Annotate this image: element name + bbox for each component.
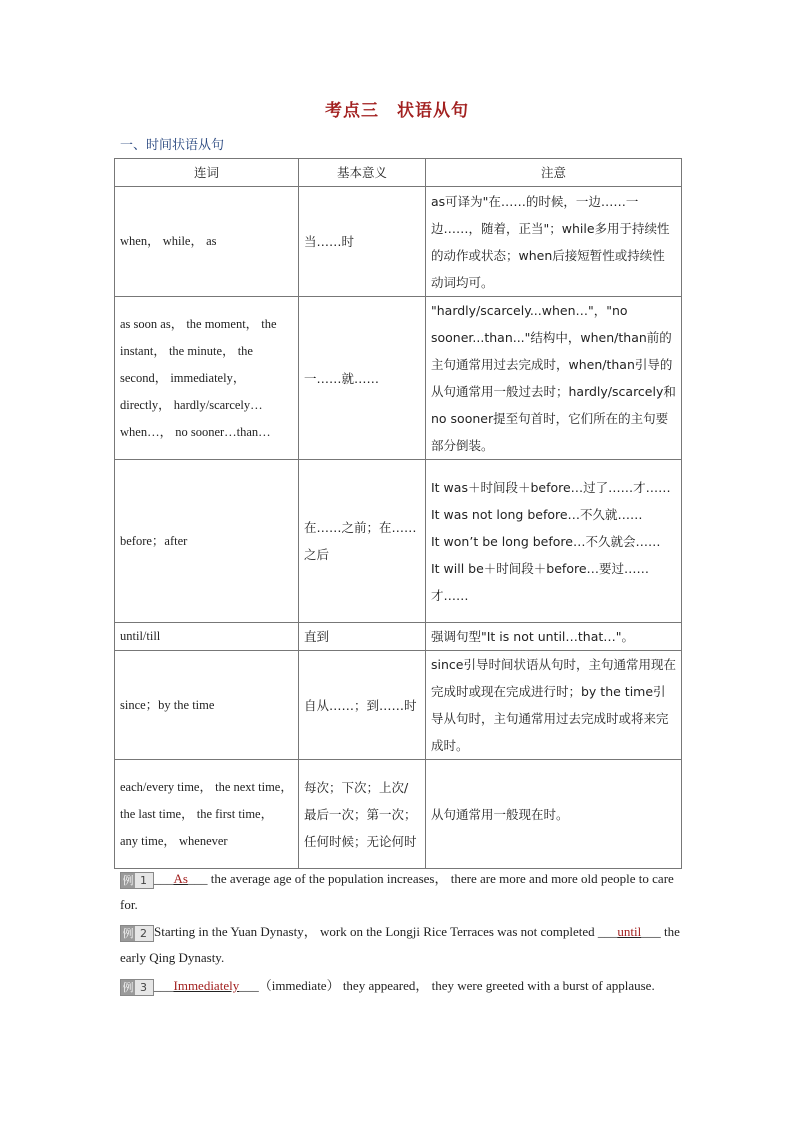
note-line: It will be＋时间段＋before…要过……才…… (431, 560, 650, 603)
example-1: 例 1 ___As___ the average age of the population increases， there are more and more old people to care for. (120, 871, 674, 912)
cell-notes: "hardly/scarcely...when…"，"no sooner...than..."结构中，when/than前的主句通常用过去完成时，when/than引导的从句通常用一般过去时；hardly/scarcely和no sooner提至句首时，它们所在的主句要部分倒装。 (426, 297, 682, 460)
answer-blank: until (617, 924, 642, 939)
example-tag: 例 3 (120, 979, 154, 996)
cell-conjunction: before；after (115, 460, 299, 623)
table-row (115, 623, 682, 651)
header-conjunction: 连词 (115, 159, 299, 187)
example-tag: 例 1 (120, 872, 154, 889)
header-notes: 注意 (426, 159, 682, 187)
page-title: 考点三 状语从句 (325, 101, 469, 121)
cell-notes: 强调句型"It is not until…that…"。 (426, 623, 682, 651)
answer-blank: Immediately (173, 978, 240, 993)
table-row (115, 297, 682, 460)
cell-conjunction: until/till (115, 623, 299, 651)
cell-meaning: 一……就…… (299, 297, 426, 460)
cell-meaning: 在……之前；在……之后 (299, 460, 426, 623)
cell-notes: as可译为"在……的时候，一边……一边……，随着，正当"；while多用于持续性的动作或状态；when后接短暂性或持续性动词均可。 (426, 187, 682, 297)
table-row (115, 760, 682, 869)
cell-meaning: 当……时 (299, 187, 426, 297)
table-row (115, 460, 682, 623)
cell-meaning: 自从……；到……时 (299, 651, 426, 760)
cell-conjunction: when， while， as (115, 187, 299, 297)
cell-conjunction: as soon as， the moment， the instant， the minute， the second， immediately， directly， hardly/scarcely…when…， no sooner…than… (115, 297, 299, 460)
cell-notes: 从句通常用一般现在时。 (426, 760, 682, 869)
cell-notes (426, 460, 682, 623)
example-tag: 例 2 (120, 925, 154, 942)
cell-conjunction: since；by the time (115, 651, 299, 760)
table-row (115, 651, 682, 760)
section-heading: 一、时间状语从句 (120, 138, 225, 153)
table-header-row (115, 159, 682, 187)
example-3: 例 3 ___Immediately___（immediate） they appeared， they were greeted with a burst of applause. (120, 973, 680, 999)
example-2: 例 2 Starting in the Yuan Dynasty， work on the Longji Rice Terraces was not completed ___until___ the early Qing Dynasty. (120, 924, 680, 965)
answer-blank: As (173, 871, 188, 886)
table-row (115, 187, 682, 297)
conjunction-table (114, 158, 682, 869)
header-meaning: 基本意义 (299, 159, 426, 187)
cell-notes: since引导时间状语从句时，主句通常用现在完成时或现在完成进行时；by the time引导从句时，主句通常用过去完成时或将来完成时。 (426, 651, 682, 760)
note-line: It was＋时间段＋before…过了……才…… (431, 479, 671, 495)
cell-conjunction: each/every time， the next time， the last time， the first time， any time， whenever (115, 760, 299, 869)
cell-meaning: 每次；下次；上次/最后一次；第一次；任何时候；无论何时 (299, 760, 426, 869)
cell-meaning: 直到 (299, 623, 426, 651)
note-line: It was not long before…不久就…… (431, 506, 643, 522)
note-line: It won’t be long before…不久就会…… (431, 533, 661, 549)
